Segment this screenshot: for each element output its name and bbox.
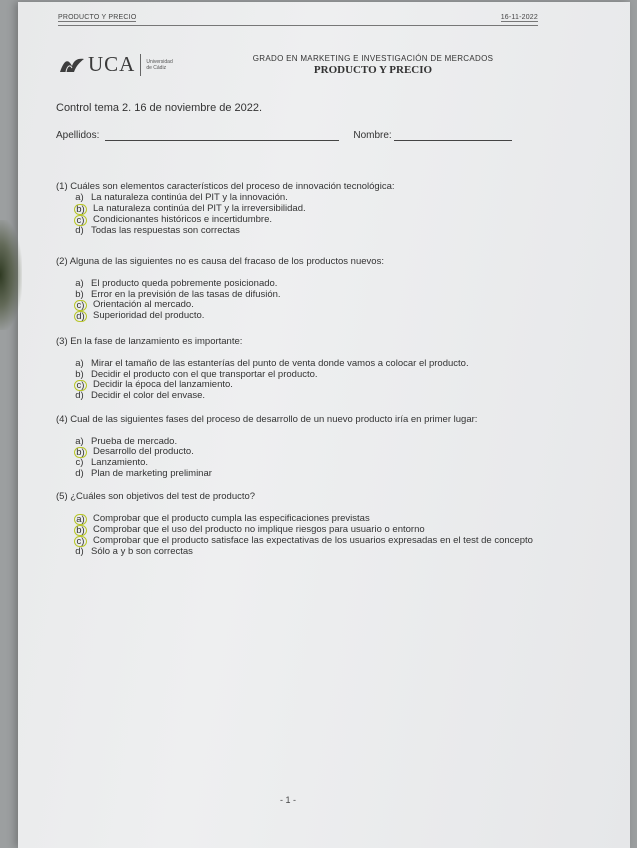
option-letter-circled: a) [74, 514, 87, 525]
answer-option[interactable] [74, 547, 576, 558]
answer-options [74, 437, 576, 480]
uca-leaf-icon [58, 56, 86, 74]
exam-sheet [18, 2, 630, 848]
option-letter-circled: c) [74, 380, 87, 391]
option-text: El producto queda pobremente posicionado. [91, 278, 278, 289]
option-text: Mirar el tamaño de las estanterías del punto de venta donde vamos a colocar el producto. [91, 358, 469, 369]
answer-option[interactable] [74, 311, 576, 322]
answer-option[interactable] [74, 226, 576, 237]
option-text: Sólo a y b son correctas [91, 546, 193, 557]
exam-heading [223, 54, 523, 76]
logo-divider [140, 54, 141, 76]
option-letter-circled: d) [74, 311, 87, 322]
question-1 [56, 181, 576, 236]
surname-field[interactable] [105, 130, 339, 141]
question-list [56, 181, 576, 558]
logo-subtitle [146, 59, 172, 71]
option-letter: d) [75, 390, 84, 401]
question-text: (4) Cual de las siguientes fases del proceso de desarrollo de un nuevo producto iría en primer lugar: [56, 413, 478, 425]
answer-option[interactable] [74, 359, 576, 370]
degree-title: GRADO EN MARKETING E INVESTIGACIÓN DE MERCADOS [252, 54, 494, 63]
option-letter-circled: b) [74, 447, 87, 458]
option-letter: a) [75, 192, 84, 203]
option-text: Prueba de mercado. [91, 435, 178, 447]
option-letter: a) [75, 358, 84, 369]
option-letter-circled: b) [74, 525, 87, 536]
header-rule [58, 25, 538, 26]
option-text: Comprobar que el producto satisface las expectativas de los usuarios expresadas en el test de concepto [93, 535, 533, 546]
option-text: Error en la previsión de las tasas de difusión. [91, 288, 281, 300]
logo-sub-line: de Cádiz [146, 64, 167, 71]
answer-option[interactable] [74, 447, 576, 458]
option-text: Desarrollo del producto. [93, 446, 194, 457]
logo-wordmark: UCA [88, 52, 136, 76]
page-number: - 1 - [280, 795, 297, 805]
answer-option[interactable] [74, 458, 576, 469]
option-letter-circled: c) [74, 215, 87, 226]
option-letter: a) [75, 435, 84, 447]
question-5 [56, 491, 576, 558]
question-3 [56, 336, 576, 402]
option-text: La naturaleza continúa del PIT y la innovación. [91, 192, 288, 203]
option-text: Todas las respuestas son correctas [91, 224, 240, 236]
answer-option[interactable] [74, 193, 576, 204]
option-letter: d) [75, 467, 84, 479]
option-text: Comprobar que el producto cumpla las especificaciones previstas [93, 513, 370, 524]
control-title: Control tema 2. 16 de noviembre de 2022. [56, 102, 263, 114]
option-letter: b) [75, 368, 84, 380]
option-text: Superioridad del producto. [93, 310, 205, 321]
option-text: Lanzamiento. [91, 457, 149, 468]
photo-shadow [0, 220, 22, 330]
running-header-date: 16-11-2022 [500, 14, 538, 21]
surname-label: Apellidos: [56, 130, 100, 141]
name-label: Nombre: [353, 130, 392, 141]
answer-option[interactable] [74, 215, 576, 226]
logo-sub-line: Universidad [146, 58, 173, 65]
question-4 [56, 414, 576, 480]
option-letter: d) [75, 224, 84, 236]
question-text: (3) En la fase de lanzamiento es importante: [56, 336, 243, 347]
option-letter-circled: c) [74, 536, 87, 547]
question-text: (5) ¿Cuáles son objetivos del test de producto? [56, 491, 256, 502]
question-text: (1) Cuáles son elementos característicos del proceso de innovación tecnológica: [56, 181, 395, 192]
answer-options [74, 359, 576, 402]
answer-option[interactable] [74, 391, 576, 402]
option-text: Decidir la época del lanzamiento. [93, 379, 233, 390]
answer-options [74, 514, 576, 558]
option-letter: b) [75, 288, 84, 300]
option-letter: d) [75, 546, 84, 557]
option-text: Plan de marketing preliminar [91, 467, 212, 479]
answer-options [74, 279, 576, 322]
option-text: La naturaleza continúa del PIT y la irreversibilidad. [93, 202, 306, 214]
running-header-left: PRODUCTO Y PRECIO [58, 14, 137, 21]
subject-title: PRODUCTO Y PRECIO [313, 64, 433, 76]
answer-option[interactable] [74, 204, 576, 215]
university-logo [58, 52, 173, 77]
answer-option[interactable] [74, 469, 576, 480]
option-letter-circled: b) [74, 204, 87, 215]
option-text: Comprobar que el uso del producto no implique riesgos para usuario o entorno [93, 524, 425, 535]
name-field[interactable] [394, 130, 512, 141]
question-2 [56, 256, 576, 322]
student-fields [56, 130, 512, 141]
question-text: (2) Alguna de las siguientes no es causa del fracaso de los productos nuevos: [56, 256, 384, 267]
option-letter-circled: c) [74, 300, 87, 311]
option-text: Decidir el producto con el que transportar el producto. [91, 368, 318, 380]
option-text: Condicionantes históricos e incertidumbre. [93, 213, 273, 225]
option-text: Orientación al mercado. [93, 299, 194, 310]
option-letter: a) [75, 278, 84, 289]
option-text: Decidir el color del envase. [91, 390, 206, 401]
answer-options [74, 193, 576, 236]
option-letter: c) [75, 457, 84, 468]
answer-option[interactable] [74, 279, 576, 290]
